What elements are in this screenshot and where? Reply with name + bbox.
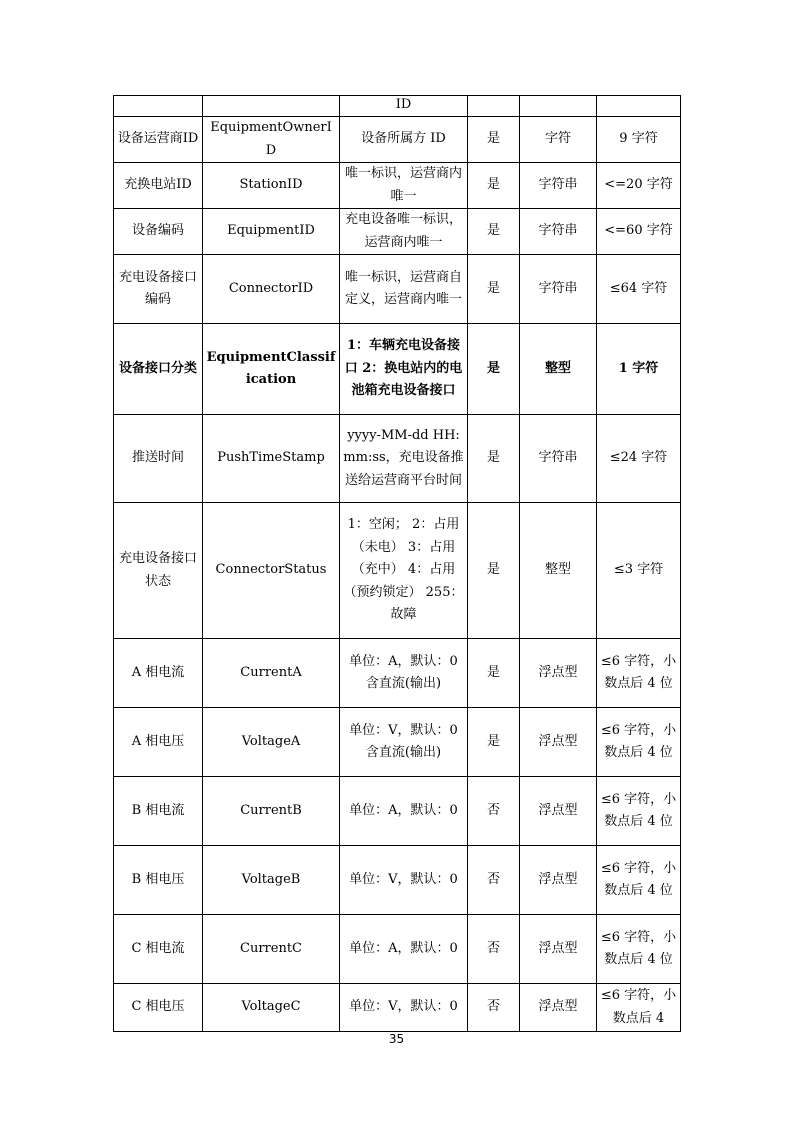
table-row [114,163,681,209]
length-cell: ≤6 字符，小数点后 4 位 [597,639,681,708]
length-cell: <=20 字符 [597,163,681,209]
field-code-cell: EquipmentOwnerID [203,117,340,163]
field-name-cell: 充电设备接口状态 [114,503,203,639]
length-cell: ≤6 字符，小数点后 4 位 [597,846,681,915]
field-description-cell: yyyy-MM-dd HH:mm:ss，充电设备推送给运营商平台时间 [340,415,468,503]
required-cell: 是 [468,708,520,777]
length-cell: ≤6 字符，小数点后 4 位 [597,915,681,984]
required-cell: 否 [468,915,520,984]
field-name-cell: A 相电流 [114,639,203,708]
field-description-cell: 充电设备唯一标识，运营商内唯一 [340,209,468,255]
page-number: 35 [388,1032,405,1046]
field-name-cell: B 相电流 [114,777,203,846]
field-code-cell: EquipmentID [203,209,340,255]
table-row [114,503,681,639]
length-cell: ≤6 字符，小数点后 4 位 [597,777,681,846]
required-cell: 否 [468,984,520,1032]
field-code-cell: VoltageC [203,984,340,1032]
field-code-cell: CurrentA [203,639,340,708]
length-cell: ≤64 字符 [597,255,681,324]
table-row [114,324,681,415]
field-description-cell: 设备所属方 ID [340,117,468,163]
field-spec-table [113,95,681,1032]
field-name-cell [114,96,203,117]
field-name-cell: C 相电压 [114,984,203,1032]
field-code-cell [203,96,340,117]
field-description-cell: 唯一标识，运营商内唯一 [340,163,468,209]
field-description-cell: 单位：V，默认：0 [340,846,468,915]
required-cell: 是 [468,255,520,324]
field-name-cell: B 相电压 [114,846,203,915]
type-cell: 字符串 [520,415,597,503]
required-cell: 否 [468,846,520,915]
required-cell: 是 [468,639,520,708]
table-row [114,117,681,163]
field-description-cell: 1：空闲； 2：占用（未电） 3：占用（充中） 4：占用（预约锁定） 255：故障 [340,503,468,639]
field-description-cell: ID [340,96,468,117]
length-cell: 1 字符 [597,324,681,415]
type-cell: 浮点型 [520,984,597,1032]
field-description-cell: 单位：V，默认：0 含直流(输出) [340,708,468,777]
type-cell: 浮点型 [520,708,597,777]
field-name-cell: 设备编码 [114,209,203,255]
field-description-cell: 单位：A，默认：0 含直流(输出) [340,639,468,708]
type-cell: 浮点型 [520,777,597,846]
field-description-cell: 唯一标识，运营商自定义，运营商内唯一 [340,255,468,324]
required-cell: 是 [468,163,520,209]
field-code-cell: PushTimeStamp [203,415,340,503]
field-name-cell: 充电设备接口编码 [114,255,203,324]
required-cell: 是 [468,503,520,639]
field-name-cell: C 相电流 [114,915,203,984]
required-cell: 是 [468,117,520,163]
field-description-cell: 单位：A，默认：0 [340,915,468,984]
field-name-cell: A 相电压 [114,708,203,777]
type-cell: 字符串 [520,255,597,324]
type-cell: 字符 [520,117,597,163]
field-description-cell: 1：车辆充电设备接口 2：换电站内的电池箱充电设备接口 [340,324,468,415]
type-cell: 整型 [520,324,597,415]
length-cell: ≤3 字符 [597,503,681,639]
field-name-cell: 推送时间 [114,415,203,503]
field-name-cell: 设备运营商ID [114,117,203,163]
type-cell: 字符串 [520,209,597,255]
type-cell: 字符串 [520,163,597,209]
table-row [114,777,681,846]
table-row [114,846,681,915]
field-code-cell: ConnectorStatus [203,503,340,639]
type-cell [520,96,597,117]
length-cell: ≤24 字符 [597,415,681,503]
field-code-cell: ConnectorID [203,255,340,324]
type-cell: 浮点型 [520,915,597,984]
length-cell: ≤6 字符，小数点后 4 位 [597,708,681,777]
table-row [114,639,681,708]
table-row [114,209,681,255]
field-code-cell: StationID [203,163,340,209]
field-code-cell: VoltageB [203,846,340,915]
table-row [114,96,681,117]
field-code-cell: CurrentB [203,777,340,846]
type-cell: 浮点型 [520,846,597,915]
table-row [114,708,681,777]
length-cell: ≤6 字符，小数点后 4 [597,984,681,1032]
table-row [114,255,681,324]
required-cell: 是 [468,415,520,503]
length-cell [597,96,681,117]
required-cell: 是 [468,324,520,415]
length-cell: <=60 字符 [597,209,681,255]
field-code-cell: CurrentC [203,915,340,984]
type-cell: 整型 [520,503,597,639]
field-description-cell: 单位：V，默认：0 [340,984,468,1032]
field-description-cell: 单位：A，默认：0 [340,777,468,846]
table-row [114,415,681,503]
required-cell: 是 [468,209,520,255]
required-cell: 否 [468,777,520,846]
field-code-cell: VoltageA [203,708,340,777]
required-cell [468,96,520,117]
length-cell: 9 字符 [597,117,681,163]
field-name-cell: 设备接口分类 [114,324,203,415]
type-cell: 浮点型 [520,639,597,708]
table-row [114,984,681,1032]
field-code-cell: EquipmentClassification [203,324,340,415]
table-row [114,915,681,984]
field-name-cell: 充换电站ID [114,163,203,209]
